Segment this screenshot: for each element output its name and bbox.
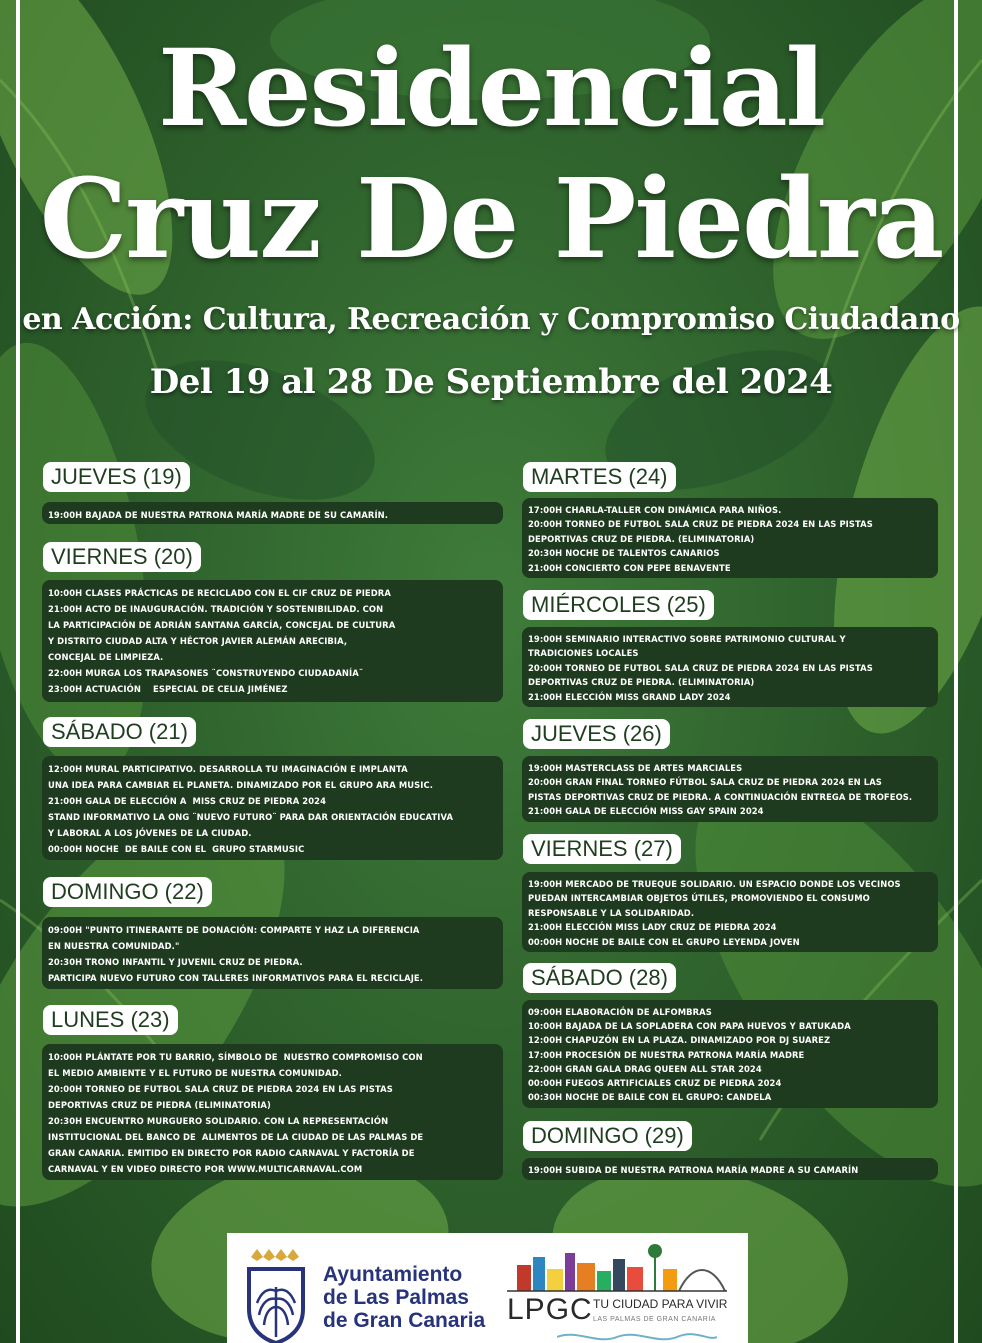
event-item: 20:00H TORNEO DE FUTBOL SALA CRUZ DE PIEDRA 2024 EN LAS PISTAS xyxy=(528,662,873,673)
tagline: TU CIUDAD PARA VIVIR xyxy=(593,1297,728,1311)
event-item: 00:00H FUEGOS ARTIFICIALES CRUZ DE PIEDRA 2024 xyxy=(528,1078,782,1089)
day-label-sabado-21: SÁBADO (21) xyxy=(43,717,196,747)
events-viernes-20 xyxy=(42,580,503,702)
event-item: LA PARTICIPACIÓN DE ADRIÁN SANTANA GARCÍA, CONCEJAL DE CULTURA xyxy=(48,620,396,630)
event-item: INSTITUCIONAL DEL BANCO DE ALIMENTOS DE LA CIUDAD DE LAS PALMAS DE xyxy=(48,1132,424,1142)
event-item: 19:00H BAJADA DE NUESTRA PATRONA MARÍA MADRE DE SU CAMARÍN. xyxy=(48,510,389,520)
event-item: 00:00H NOCHE DE BAILE CON EL GRUPO STARMUSIC xyxy=(48,844,305,854)
event-item: STAND INFORMATIVO LA ONG ¨NUEVO FUTURO¨ PARA DAR ORIENTACIÓN EDUCATIVA xyxy=(48,812,454,822)
event-item: 00:00H NOCHE DE BAILE CON EL GRUPO LEYENDA JOVEN xyxy=(528,936,800,947)
events-sabado-21 xyxy=(42,756,503,860)
day-label-jueves-19: JUEVES (19) xyxy=(43,462,190,492)
event-item: EN NUESTRA COMUNIDAD." xyxy=(48,941,180,951)
day-label-domingo-22: DOMINGO (22) xyxy=(43,877,212,907)
event-item: 12:00H MURAL PARTICIPATIVO. DESARROLLA TU IMAGINACIÓN E IMPLANTA xyxy=(48,764,408,774)
event-item: 09:00H ELABORACIÓN DE ALFOMBRAS xyxy=(528,1007,712,1017)
event-item: TRADICIONES LOCALES xyxy=(528,648,639,659)
event-item: Y DISTRITO CIUDAD ALTA Y HÉCTOR JAVIER ALEMÁN ARECIBIA, xyxy=(48,636,348,646)
event-item: 19:00H MERCADO DE TRUEQUE SOLIDARIO. UN ESPACIO DONDE LOS VECINOS xyxy=(528,879,901,889)
event-item: 20:30H TRONO INFANTIL Y JUVENIL CRUZ DE PIEDRA. xyxy=(48,957,303,967)
events-miercoles-25 xyxy=(522,627,938,707)
event-item: 19:00H SEMINARIO INTERACTIVO SOBRE PATRIMONIO CULTURAL Y xyxy=(528,634,846,644)
tagline-small: LAS PALMAS DE GRAN CANARIA xyxy=(593,1316,716,1323)
ayuntamiento-line-1: Ayuntamiento xyxy=(323,1263,463,1286)
wave-decoration xyxy=(557,1329,717,1343)
event-item: 22:00H GRAN GALA DRAG QUEEN ALL STAR 2024 xyxy=(528,1063,762,1074)
day-label-miercoles-25: MIÉRCOLES (25) xyxy=(523,590,714,620)
event-item: PUEDAN INTERCAMBIAR OBJETOS ÚTILES, PROMOVIENDO EL CONSUMO xyxy=(528,893,870,904)
event-dates: Del 19 al 28 De Septiembre del 2024 xyxy=(149,362,833,402)
event-item: 21:00H ELECCIÓN MISS LADY CRUZ DE PIEDRA 2024 xyxy=(528,922,777,933)
day-label-viernes-27: VIERNES (27) xyxy=(523,834,681,864)
events-sabado-28 xyxy=(522,1000,938,1108)
ayuntamiento-wordmark xyxy=(323,1263,485,1332)
event-item: 21:00H GALA DE ELECCIÓN A MISS CRUZ DE PIEDRA 2024 xyxy=(48,796,327,806)
subtitle: en Acción: Cultura, Recreación y Compromiso Ciudadano xyxy=(22,302,960,337)
event-item: 17:00H PROCESIÓN DE NUESTRA PATRONA MARÍA MADRE xyxy=(528,1049,805,1060)
event-item: 20:00H TORNEO DE FUTBOL SALA CRUZ DE PIEDRA 2024 EN LAS PISTAS xyxy=(48,1084,393,1094)
ayuntamiento-line-2: de Las Palmas xyxy=(323,1286,469,1309)
event-item: 10:00H PLÁNTATE POR TU BARRIO, SÍMBOLO DE NUESTRO COMPROMISO CON xyxy=(48,1052,423,1062)
event-item: 21:00H ELECCIÓN MISS GRAND LADY 2024 xyxy=(528,691,731,702)
event-item: 20:30H NOCHE DE TALENTOS CANARIOS xyxy=(528,548,720,559)
events-domingo-22 xyxy=(42,917,503,989)
event-item: 21:00H CONCIERTO CON PEPE BENAVENTE xyxy=(528,562,731,573)
event-item: PISTAS DEPORTIVAS CRUZ DE PIEDRA. A CONTINUACIÓN ENTREGA DE TROFEOS. xyxy=(528,791,913,802)
day-label-lunes-23: LUNES (23) xyxy=(43,1005,178,1035)
events-jueves-26 xyxy=(522,756,938,822)
ayuntamiento-line-3: de Gran Canaria xyxy=(323,1309,486,1332)
event-item: 20:00H TORNEO DE FUTBOL SALA CRUZ DE PIEDRA 2024 EN LAS PISTAS xyxy=(528,519,873,530)
event-item: RESPONSABLE Y LA SOLIDARIDAD. xyxy=(528,907,695,918)
events-jueves-19 xyxy=(42,502,503,524)
event-item: 12:00H CHAPUZÓN EN LA PLAZA. DINAMIZADO POR DJ SUAREZ xyxy=(528,1035,831,1046)
event-item: 10:00H CLASES PRÁCTICAS DE RECICLADO CON EL CIF CRUZ DE PIEDRA xyxy=(48,588,391,598)
event-item: 00:30H NOCHE DE BAILE CON EL GRUPO: CANDELA xyxy=(528,1092,772,1103)
event-item: 19:00H MASTERCLASS DE ARTES MARCIALES xyxy=(528,763,743,773)
title-line-1: Residencial xyxy=(158,25,824,150)
event-item: 22:00H MURGA LOS TRAPASONES ¨CONSTRUYENDO CIUDADANÍA¨ xyxy=(48,668,364,678)
city-skyline-illustration xyxy=(507,1243,727,1295)
event-item: CONCEJAL DE LIMPIEZA. xyxy=(48,652,164,662)
day-label-viernes-20: VIERNES (20) xyxy=(43,542,201,572)
event-item: DEPORTIVAS CRUZ DE PIEDRA. (ELIMINATORIA) xyxy=(528,677,755,688)
event-item: 20:30H ENCUENTRO MURGUERO SOLIDARIO. CON LA REPRESENTACIÓN xyxy=(48,1116,389,1126)
event-item: GRAN CANARIA. EMITIDO EN DIRECTO POR RADIO CARNAVAL Y FACTORÍA DE xyxy=(48,1148,415,1158)
city-crest-logo xyxy=(245,1247,307,1343)
event-item: 21:00H GALA DE ELECCIÓN MISS GAY SPAIN 2024 xyxy=(528,806,764,817)
event-item: 19:00H SUBIDA DE NUESTRA PATRONA MARÍA MADRE A SU CAMARÍN xyxy=(528,1165,859,1175)
events-viernes-27 xyxy=(522,872,938,952)
event-item: EL MEDIO AMBIENTE Y EL FUTURO DE NUESTRA COMUNIDAD. xyxy=(48,1068,342,1078)
lpgc-logo-text: LPGC xyxy=(507,1293,593,1326)
events-lunes-23 xyxy=(42,1044,503,1180)
title-line-2: Cruz De Piedra xyxy=(39,154,943,283)
event-item: DEPORTIVAS CRUZ DE PIEDRA. (ELIMINATORIA) xyxy=(528,533,755,544)
sponsor-footer xyxy=(227,1233,748,1343)
day-label-domingo-29: DOMINGO (29) xyxy=(523,1121,692,1151)
day-label-sabado-28: SÁBADO (28) xyxy=(523,963,676,993)
event-item: 21:00H ACTO DE INAUGURACIÓN. TRADICIÓN Y SOSTENIBILIDAD. CON xyxy=(48,604,384,614)
event-item: DEPORTIVAS CRUZ DE PIEDRA (ELIMINATORIA) xyxy=(48,1100,271,1110)
day-label-martes-24: MARTES (24) xyxy=(523,462,676,492)
events-martes-24 xyxy=(522,498,938,578)
event-item: 20:00H GRAN FINAL TORNEO FÚTBOL SALA CRUZ DE PIEDRA 2024 EN LAS xyxy=(528,777,882,788)
event-item: UNA IDEA PARA CAMBIAR EL PLANETA. DINAMIZADO POR EL GRUPO ARA MUSIC. xyxy=(48,780,434,790)
events-domingo-29 xyxy=(522,1158,938,1180)
day-label-jueves-26: JUEVES (26) xyxy=(523,719,670,749)
event-item: 23:00H ACTUACIÓN ESPECIAL DE CELIA JIMÉNEZ xyxy=(48,684,288,694)
event-item: 09:00H "PUNTO ITINERANTE DE DONACIÓN: COMPARTE Y HAZ LA DIFERENCIA xyxy=(48,925,420,935)
event-item: 10:00H BAJADA DE LA SOPLADERA CON PAPA HUEVOS Y BATUKADA xyxy=(528,1021,851,1032)
event-item: PARTICIPA NUEVO FUTURO CON TALLERES INFORMATIVOS PARA EL RECICLAJE. xyxy=(48,973,424,983)
event-item: 17:00H CHARLA-TALLER CON DINÁMICA PARA NIÑOS. xyxy=(528,505,782,515)
event-item: CARNAVAL Y EN VIDEO DIRECTO POR WWW.MULTICARNAVAL.COM xyxy=(48,1164,363,1174)
event-item: Y LABORAL A LOS JÓVENES DE LA CIUDAD. xyxy=(48,828,252,838)
